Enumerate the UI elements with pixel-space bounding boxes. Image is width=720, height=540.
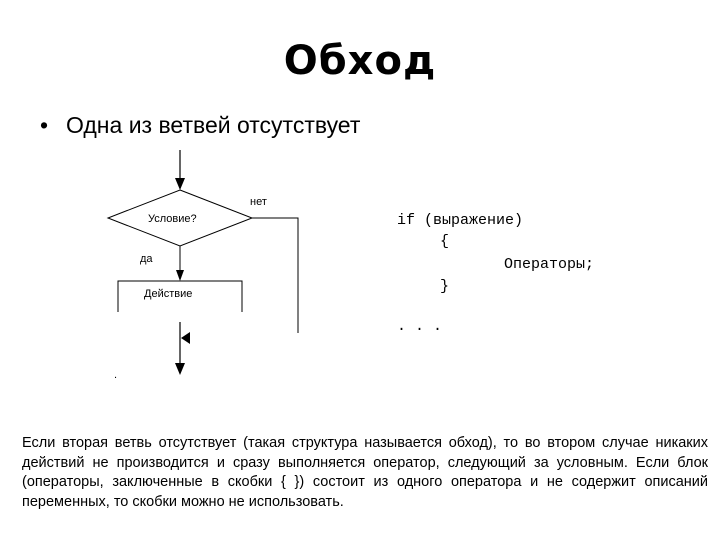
code-line-open-brace: {: [440, 233, 450, 250]
no-branch-line: [252, 218, 298, 333]
exit-arrowhead-icon: [175, 363, 185, 375]
bullet-dot-icon: •: [40, 112, 49, 138]
code-line-ellipsis: . . .: [397, 318, 443, 335]
action-label: Действие: [144, 288, 193, 300]
slide-title: Обход: [283, 38, 437, 84]
code-line-if: if (выражение): [397, 212, 524, 229]
no-label: нет: [250, 196, 267, 208]
bullet-text: Одна из ветвей отсутствует: [66, 112, 361, 138]
entry-arrowhead-icon: [175, 178, 185, 190]
code-line-statements: Операторы;: [504, 256, 595, 273]
stray-mark: .: [114, 369, 118, 381]
merge-arrowhead-icon: [181, 332, 190, 344]
condition-label: Условие?: [148, 213, 197, 225]
explanation-paragraph: Если вторая ветвь отсутствует (такая структура называется обход), то во втором случае никаких действий не производится и сразу выполняется оператор, следующий за условным. Если блок (операторы, заключенные в скобки { }) состоит из одного оператора и не содержит описаний переменных, то скобки можно не использовать.: [22, 435, 708, 510]
code-line-close-brace: }: [440, 278, 450, 295]
yes-arrowhead-icon: [176, 270, 184, 281]
yes-label: да: [140, 253, 153, 265]
